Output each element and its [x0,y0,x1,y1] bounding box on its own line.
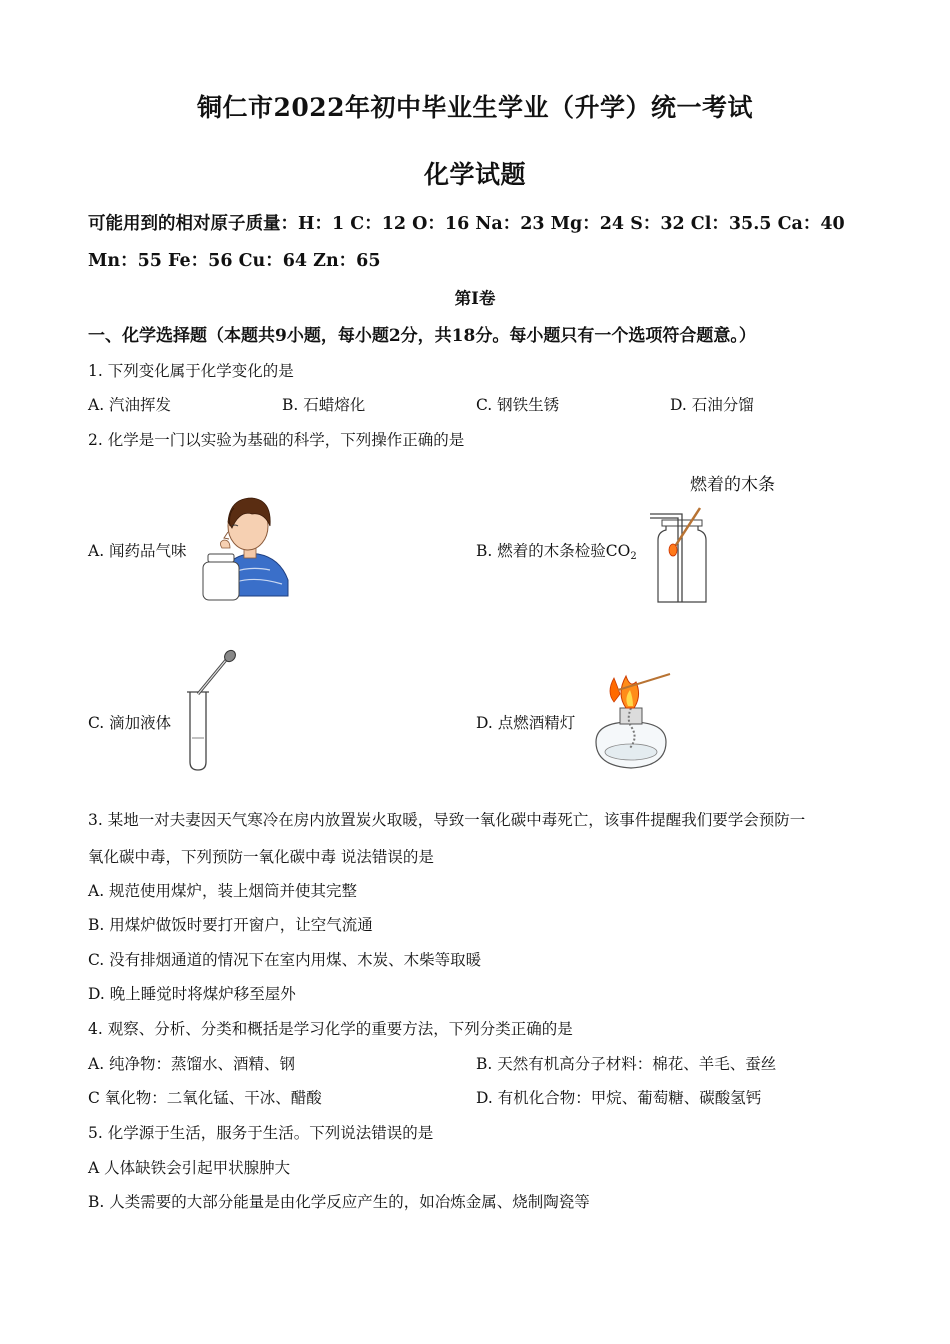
question-3-option-b: B. 用煤炉做饭时要打开窗户，让空气流通 [88,916,373,934]
question-2-option-a: A. 闻药品气味 [88,542,187,560]
question-4-option-d: D. 有机化合物：甲烷、葡萄糖、碳酸氢钙 [476,1089,762,1107]
question-3-option-c: C. 没有排烟通道的情况下在室内用煤、木炭、木柴等取暖 [88,951,482,969]
question-5-option-a: A 人体缺铁会引起甲状腺肿大 [88,1159,291,1177]
dropper-test-tube-illustration [182,648,242,772]
exam-subtitle: 化学试题 [423,160,526,189]
atomic-mass-line-1: 可能用到的相对原子质量：H：1 C：12 O：16 Na：23 Mg：24 S：32 Cl：35.5 Ca：40 [88,214,845,234]
question-4-option-a: A. 纯净物：蒸馏水、酒精、钢 [88,1055,296,1073]
question-2-option-b: B. 燃着的木条检验$CO_2$ [476,542,637,562]
question-1-option-a: A. 汽油挥发 [88,396,172,414]
gas-bottle-burning-stick-illustration [648,500,712,608]
question-4-stem: 4. 观察、分析、分类和概括是学习化学的重要方法，下列分类正确的是 [88,1020,573,1038]
question-1-option-d: D. 石油分馏 [670,396,754,414]
question-2-option-c: C. 滴加液体 [88,714,172,732]
question-1-option-c: C. 钢铁生锈 [476,396,560,414]
smelling-chemical-illustration [200,492,292,604]
question-2-stem: 2. 化学是一门以实验为基础的科学，下列操作正确的是 [88,431,465,449]
question-4-option-b: B. 天然有机高分子材料：棉花、羊毛、蚕丝 [476,1055,777,1073]
question-5-stem: 5. 化学源于生活，服务于生活。下列说法错误的是 [88,1124,434,1142]
question-2-option-d: D. 点燃酒精灯 [476,714,576,732]
atomic-mass-line-2: Mn：55 Fe：56 Cu：64 Zn：65 [88,251,381,271]
burning-stick-caption: 燃着的木条 [690,475,775,495]
volume-label: 第Ⅰ卷 [454,289,496,308]
section-heading: 一、化学选择题（本题共9小题，每小题2分，共18分。每小题只有一个选项符合题意。） [88,326,756,346]
alcohol-lamp-lighting-illustration [586,668,676,772]
exam-title: 铜仁市2022年初中毕业生学业（升学）统一考试 [196,93,754,122]
question-3-stem-line-2: 氧化碳中毒，下列预防一氧化碳中毒 说法错误的是 [88,848,434,866]
question-3-stem-line-1: 3. 某地一对夫妻因天气寒冷在房内放置炭火取暖，导致一氧化碳中毒死亡，该事件提醒我们要学会预防一 [88,811,806,829]
question-5-option-b: B. 人类需要的大部分能量是由化学反应产生的，如冶炼金属、烧制陶瓷等 [88,1193,590,1211]
question-3-option-a: A. 规范使用煤炉，装上烟筒并使其完整 [88,882,358,900]
question-3-option-d: D. 晚上睡觉时将煤炉移至屋外 [88,985,296,1003]
question-4-option-c: C 氧化物：二氧化锰、干冰、醋酸 [88,1089,322,1107]
question-1-stem: 1. 下列变化属于化学变化的是 [88,362,294,380]
question-1-option-b: B. 石蜡熔化 [282,396,366,414]
